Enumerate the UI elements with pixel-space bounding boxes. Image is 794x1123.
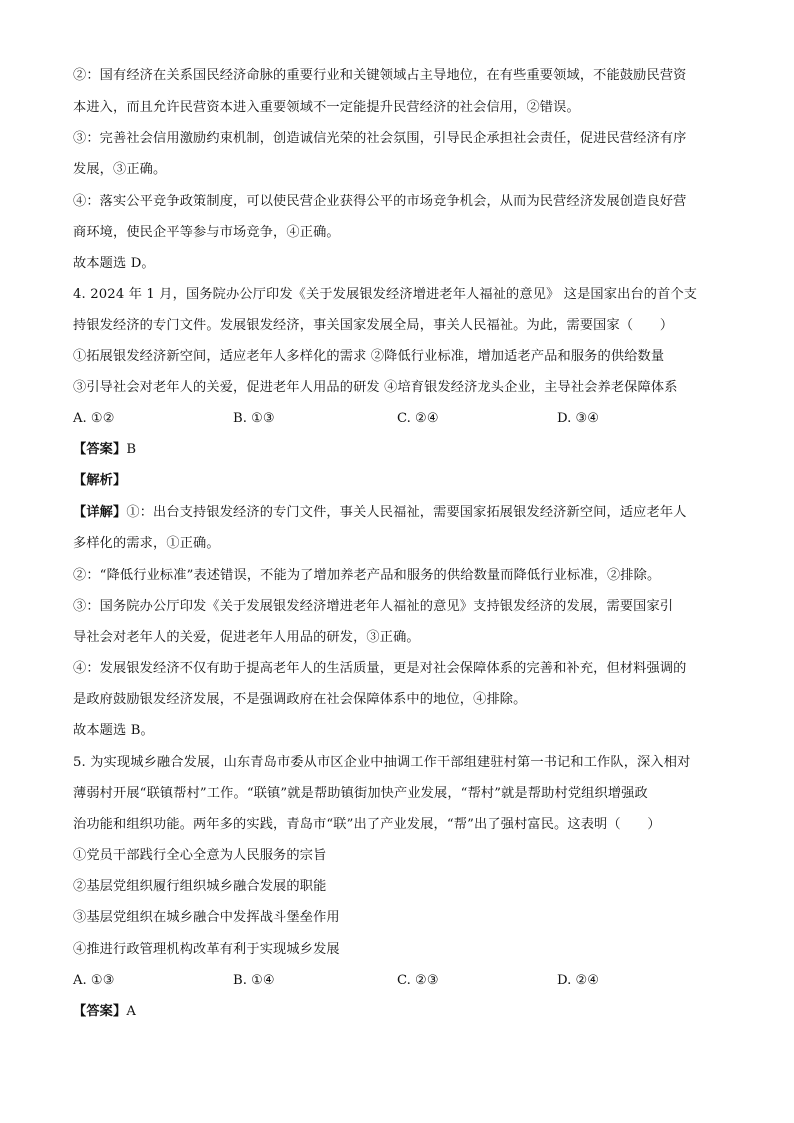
statement-line: ②基层党组织履行组织城乡融合发展的职能	[73, 879, 327, 894]
text-line: ④：落实公平竞争政策制度，可以使民营企业获得公平的市场竞争机会，从而为民营经济发展创造良好营	[73, 194, 687, 209]
text-line: 导社会对老年人的关爱，促进老年人用品的研发，③正确。	[73, 630, 420, 645]
q4-option-c: C. ②④	[397, 411, 439, 426]
q4-option-d: D. ③④	[557, 411, 600, 426]
q5-option-c: C. ②③	[397, 973, 439, 988]
text-line: 持银发经济的专门文件。发展银发经济，事关国家发展全局，事关人民福祉。为此，需要国家（ ）	[73, 318, 674, 333]
text-line: 治功能和组织功能。两年多的实践，青岛市“联”出了产业发展，“帮”出了强村富民。这表明（ ）	[73, 817, 661, 832]
text-line: 薄弱村开展“联镇帮村”工作。“联镇”就是帮助镇街加快产业发展，“帮村”就是帮助村党组织增强政	[73, 786, 648, 801]
text-line: 故本题选 B。	[73, 723, 154, 738]
text-line: ②：国有经济在关系国民经济命脉的重要行业和关键领域占主导地位，在有些重要领域，不能鼓励民营资	[73, 68, 687, 83]
question-4-stem: 4. 2024 年 1 月，国务院办公厅印发《关于发展银发经济增进老年人福祉的意见》 这是国家出台的首个支	[73, 287, 698, 302]
answer-value: B	[126, 442, 137, 457]
q5-option-d: D. ②④	[557, 973, 600, 988]
text-line: ④：发展银发经济不仅有助于提高老年人的生活质量，更是对社会保障体系的完善和补充，但材料强调的	[73, 661, 687, 676]
q5-option-b: B. ①④	[233, 973, 275, 988]
answer-tag: 【答案】	[73, 1004, 127, 1019]
text-line: ③：国务院办公厅印发《关于发展银发经济增进老年人福祉的意见》支持银发经济的发展，需要国家引	[73, 599, 674, 614]
q4-option-b: B. ①③	[233, 411, 275, 426]
q5-option-a: A. ①③	[73, 973, 115, 988]
text-line: ③：完善社会信用激励约束机制，创造诚信光荣的社会氛围，引导民企承担社会责任，促进民营经济有序	[73, 131, 687, 146]
text-line: 发展，③正确。	[73, 162, 167, 177]
detail-tag: 【详解】	[73, 505, 127, 520]
q5-answer	[73, 1002, 733, 1022]
text-line: 多样化的需求，①正确。	[73, 536, 220, 551]
statement-line: ③基层党组织在城乡融合中发挥战斗堡垒作用	[73, 910, 340, 925]
q4-option-a: A. ①②	[73, 411, 115, 426]
text-line: 故本题选 D。	[73, 256, 155, 271]
statement-line: ①拓展银发经济新空间，适应老年人多样化的需求 ②降低行业标准，增加适老产品和服务的供给数量	[73, 349, 665, 364]
answer-tag: 【答案】	[73, 442, 127, 457]
q4-analysis-heading	[73, 471, 733, 491]
q4-answer	[73, 440, 733, 460]
statement-line: ③引导社会对老年人的关爱，促进老年人用品的研发 ④培育银发经济龙头企业，主导社会养老保障体系	[73, 380, 678, 395]
answer-value: A	[126, 1004, 137, 1019]
analysis-tag: 【解析】	[73, 473, 127, 488]
text-line: 是政府鼓励银发经济发展，不是强调政府在社会保障体系中的地位，④排除。	[73, 692, 527, 707]
question-5-stem: 5. 为实现城乡融合发展，山东青岛市委从市区企业中抽调工作干部组建驻村第一书记和工作队，深入相对	[73, 755, 691, 770]
q4-detail-line	[73, 503, 733, 523]
text-line: ②：“降低行业标准”表述错误，不能为了增加养老产品和服务的供给数量而降低行业标准，②排除。	[73, 568, 661, 583]
text-line: 商环境，使民企平等参与市场竞争，④正确。	[73, 225, 340, 240]
detail-text: ①：出台支持银发经济的专门文件，事关人民福祉，需要国家拓展银发经济新空间，适应老年人	[126, 505, 687, 520]
statement-line: ④推进行政管理机构改革有利于实现城乡发展	[73, 942, 340, 957]
text-line: 本进入，而且允许民营资本进入重要领域不一定能提升民营经济的社会信用，②错误。	[73, 100, 580, 115]
statement-line: ①党员干部践行全心全意为人民服务的宗旨	[73, 848, 327, 863]
